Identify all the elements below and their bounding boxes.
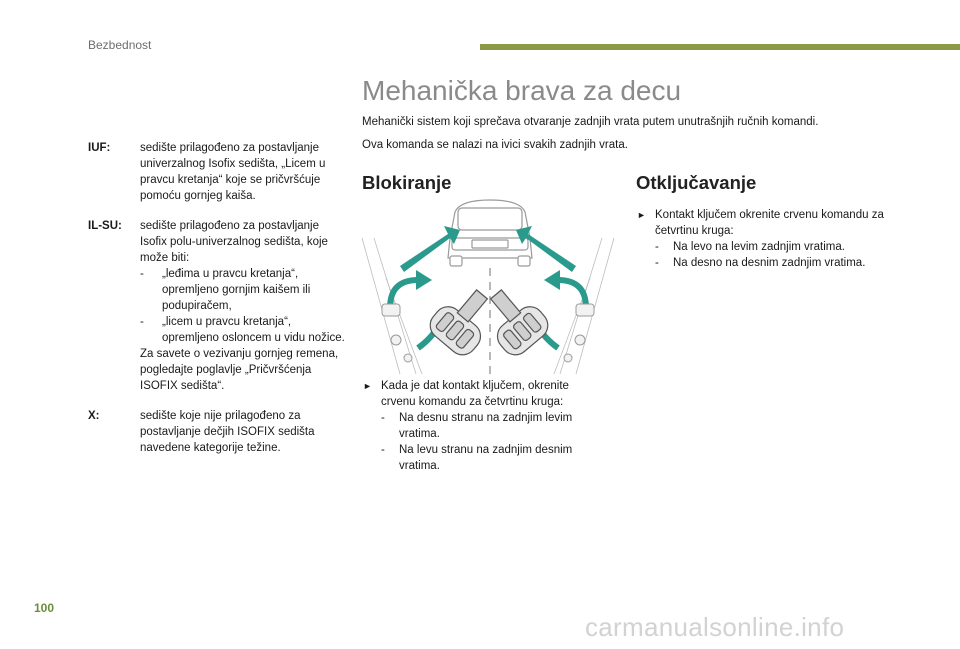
isofix-definitions — [88, 140, 348, 470]
section-title: Bezbednost — [88, 38, 152, 52]
watermark: carmanualsonline.info — [585, 612, 845, 642]
definition-term: IL-SU: — [88, 220, 122, 232]
definition-x — [88, 408, 348, 456]
heading-unlocking: Otključavanje — [636, 172, 757, 193]
instruction-row: ► Kada je dat kontakt ključem, okrenite crvenu komandu za četvrtinu kruga: — [363, 380, 569, 408]
child-lock-illustration — [360, 198, 616, 374]
list-item: - „leđima u pravcu kretanja“, opremljeno gornjim kaišem ili podupiračem, — [140, 268, 311, 312]
page-title: Mehanička brava za decu — [362, 75, 682, 106]
definition-text: sedište prilagođeno za postavljanje Isofix polu-univerzalnog sedišta, koje može biti: — [140, 220, 328, 264]
key-bullet-icon: ► — [363, 381, 372, 391]
definition-il-su — [88, 218, 348, 394]
door-latch-icon — [382, 304, 594, 362]
unlocking-instructions — [637, 207, 897, 271]
key-bullet-icon: ► — [637, 210, 646, 220]
definition-text: sedište prilagođeno za postavljanje univerzalnog Isofix sedišta, „Licem u pravcu kretanja“ koje se pričvršćuje pomoću gornjeg kaiša. — [140, 142, 326, 202]
page-number: 100 — [34, 601, 55, 615]
list-item: - Na levo na levim zadnjim vratima. — [655, 241, 845, 253]
key-fob-icon — [425, 280, 554, 361]
header-accent-bar — [480, 44, 960, 50]
intro-text: Mehanički sistem koji sprečava otvaranje zadnjih vrata putem unutrašnjih ručnih komandi. — [362, 116, 819, 128]
heading-blocking: Blokiranje — [362, 172, 452, 193]
location-text: Ova komanda se nalazi na ivici svakih zadnjih vrata. — [362, 139, 628, 151]
list-item: - Na desno na desnim zadnjim vratima. — [655, 257, 866, 269]
definition-iuf — [88, 140, 348, 204]
list-item: - „licem u pravcu kretanja“, opremljeno osloncem u vidu nožice. — [140, 316, 345, 344]
instruction-row: ► Kontakt ključem okrenite crvenu komandu za četvrtinu kruga: — [637, 209, 884, 237]
list-item: - Na levu stranu na zadnjim desnim vratima. — [381, 444, 573, 472]
definition-term: X: — [88, 410, 100, 422]
definition-term: IUF: — [88, 142, 111, 154]
blocking-instructions — [363, 378, 603, 474]
rotation-arrow-icon — [390, 280, 586, 348]
list-item: - Na desnu stranu na zadnjim levim vratima. — [381, 412, 573, 440]
definition-text: sedište koje nije prilagođeno za postavljanje dečjih ISOFIX sedišta navedene kategorije težine. — [140, 410, 315, 454]
definition-note: Za savete o vezivanju gornjeg remena, pogledajte poglavlje „Pričvršćenja ISOFIX sedišta“. — [140, 348, 339, 392]
